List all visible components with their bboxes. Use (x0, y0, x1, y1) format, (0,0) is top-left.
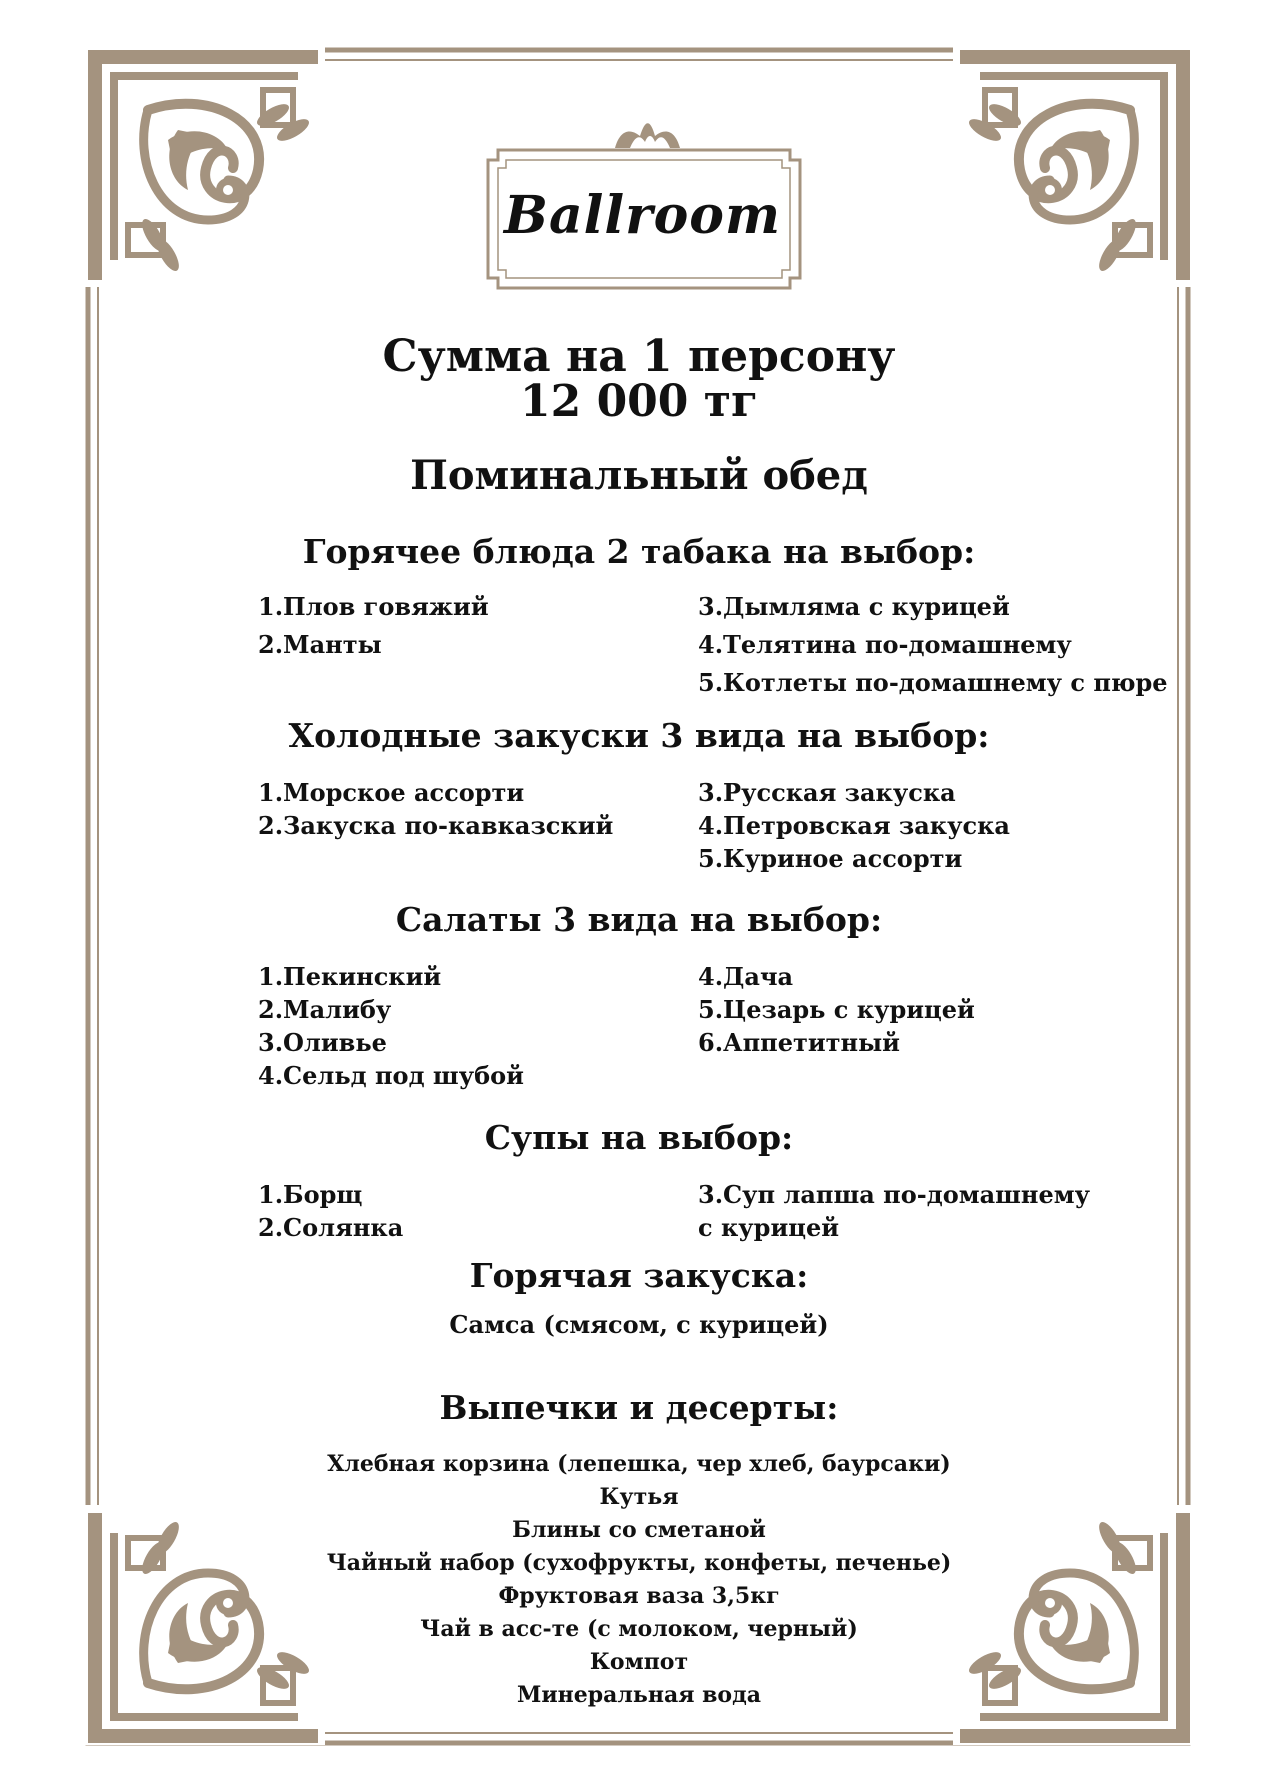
list-item: Чай в асс-те (с молоком, черный) (420, 1616, 858, 1642)
section-title-soups: Супы на выбор: (484, 1118, 794, 1157)
list-item: 1.Борщ (258, 1180, 363, 1209)
list-item: 5.Цезарь с курицей (698, 995, 975, 1024)
list-item: с курицей (698, 1213, 840, 1242)
cold-list-right (698, 776, 1010, 875)
event-title: Поминальный обед (410, 452, 868, 499)
list-item: 5.Котлеты по-домашнему с пюре (698, 668, 1168, 697)
logo-text: Ballroom (504, 185, 781, 246)
salads-list-left (258, 960, 524, 1092)
list-item: 3.Оливье (258, 1028, 387, 1057)
list-item: 4.Петровская закуска (698, 811, 1010, 840)
hot-list-right (698, 590, 1168, 704)
list-item: Чайный набор (сухофрукты, конфеты, печенье) (326, 1550, 952, 1576)
soups-list-left (258, 1178, 403, 1244)
list-item: 2.Закуска по-кавказский (258, 811, 614, 840)
list-item: Хлебная корзина (лепешка, чер хлеб, баурсаки) (327, 1451, 951, 1477)
list-item: 6.Аппетитный (698, 1028, 900, 1057)
section-title-salads: Салаты 3 вида на выбор: (395, 900, 883, 939)
hot-snack-item: Самса (смясом, с курицей) (449, 1310, 829, 1339)
hot-list-left (258, 590, 489, 666)
list-item: 2.Солянка (258, 1213, 404, 1242)
section-title-cold: Холодные закуски 3 вида на выбор: (288, 716, 990, 755)
cold-list-left (258, 776, 613, 842)
list-item: 3.Русская закуска (698, 778, 956, 807)
price-per-person: Сумма на 1 персону (382, 331, 896, 382)
list-item: 4.Телятина по-домашнему (698, 630, 1072, 659)
list-item: Фруктовая ваза 3,5кг (498, 1583, 780, 1609)
list-item: Компот (589, 1649, 689, 1675)
list-item: 4.Дача (698, 962, 794, 991)
section-title-hot: Горячее блюда 2 табака на выбор: (302, 532, 976, 571)
list-item: Кутья (599, 1484, 679, 1510)
list-item: 3.Дымляма с курицей (698, 592, 1010, 621)
section-title-hot-snack: Горячая закуска: (469, 1256, 809, 1295)
desserts-list (0, 1448, 1278, 1712)
list-item: 2.Малибу (258, 995, 392, 1024)
soups-list-right (698, 1178, 1090, 1244)
list-item: 5.Куриное ассорти (698, 844, 963, 873)
section-title-desserts: Выпечки и десерты: (439, 1388, 839, 1427)
price-amount: 12 000 тг (520, 376, 758, 427)
list-item: 2.Манты (258, 630, 382, 659)
salads-list-right (698, 960, 975, 1059)
list-item: 1.Плов говяжий (258, 592, 489, 621)
list-item: 3.Суп лапша по-домашнему (698, 1180, 1090, 1209)
list-item: Минеральная вода (517, 1682, 761, 1708)
list-item: Блины со сметаной (512, 1517, 766, 1543)
list-item: 4.Сельд под шубой (258, 1061, 524, 1090)
list-item: 1.Морское ассорти (258, 778, 525, 807)
list-item: 1.Пекинский (258, 962, 442, 991)
